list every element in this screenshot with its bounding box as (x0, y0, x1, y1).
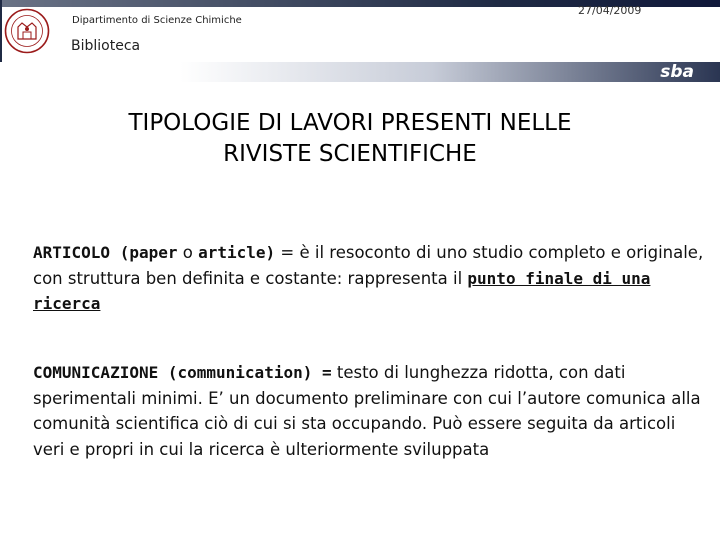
comunicazione-definition: testo di lunghezza ridotta, con dati sperimentali minimi. E’ un documento preliminare con cui l’autore comunica alla comunità scientifica ciò di cui si sta occupando. Può essere seguita da articoli veri e propri in cui la ricerca è ulteriormente sviluppata (33, 363, 701, 459)
university-seal-icon (4, 8, 50, 54)
title-line-2: RIVISTE SCIENTIFICHE (223, 141, 477, 167)
section-label: Biblioteca (71, 38, 141, 54)
articolo-en-article: article (198, 243, 266, 262)
slide-title (40, 108, 660, 170)
comunicazione-paragraph (33, 360, 708, 462)
articolo-emphasis: punto finale di una ricerca (33, 268, 651, 313)
department-name: Dipartimento di Scienze Chimiche (72, 15, 242, 26)
articolo-en-paper: paper (129, 243, 178, 262)
title-line-1: TIPOLOGIE DI LAVORI PRESENTI NELLE (128, 110, 572, 136)
articolo-definition: = è il resoconto di uno studio completo e originale, con struttura ben definita e costante: rappresenta il (33, 243, 704, 288)
sba-logo: s b a (660, 62, 694, 82)
slide-header (0, 0, 720, 86)
header-bottom-bar (0, 62, 720, 82)
articolo-paren-open: ( (110, 243, 130, 262)
articolo-term: ARTICOLO (33, 243, 111, 262)
articolo-o: o (177, 243, 199, 262)
comunicazione-term: COMUNICAZIONE (communication) = (33, 363, 332, 382)
articolo-paragraph (33, 240, 708, 317)
slide-date: 27/04/2009 (578, 4, 642, 17)
articolo-paren-close: ) (265, 243, 276, 262)
